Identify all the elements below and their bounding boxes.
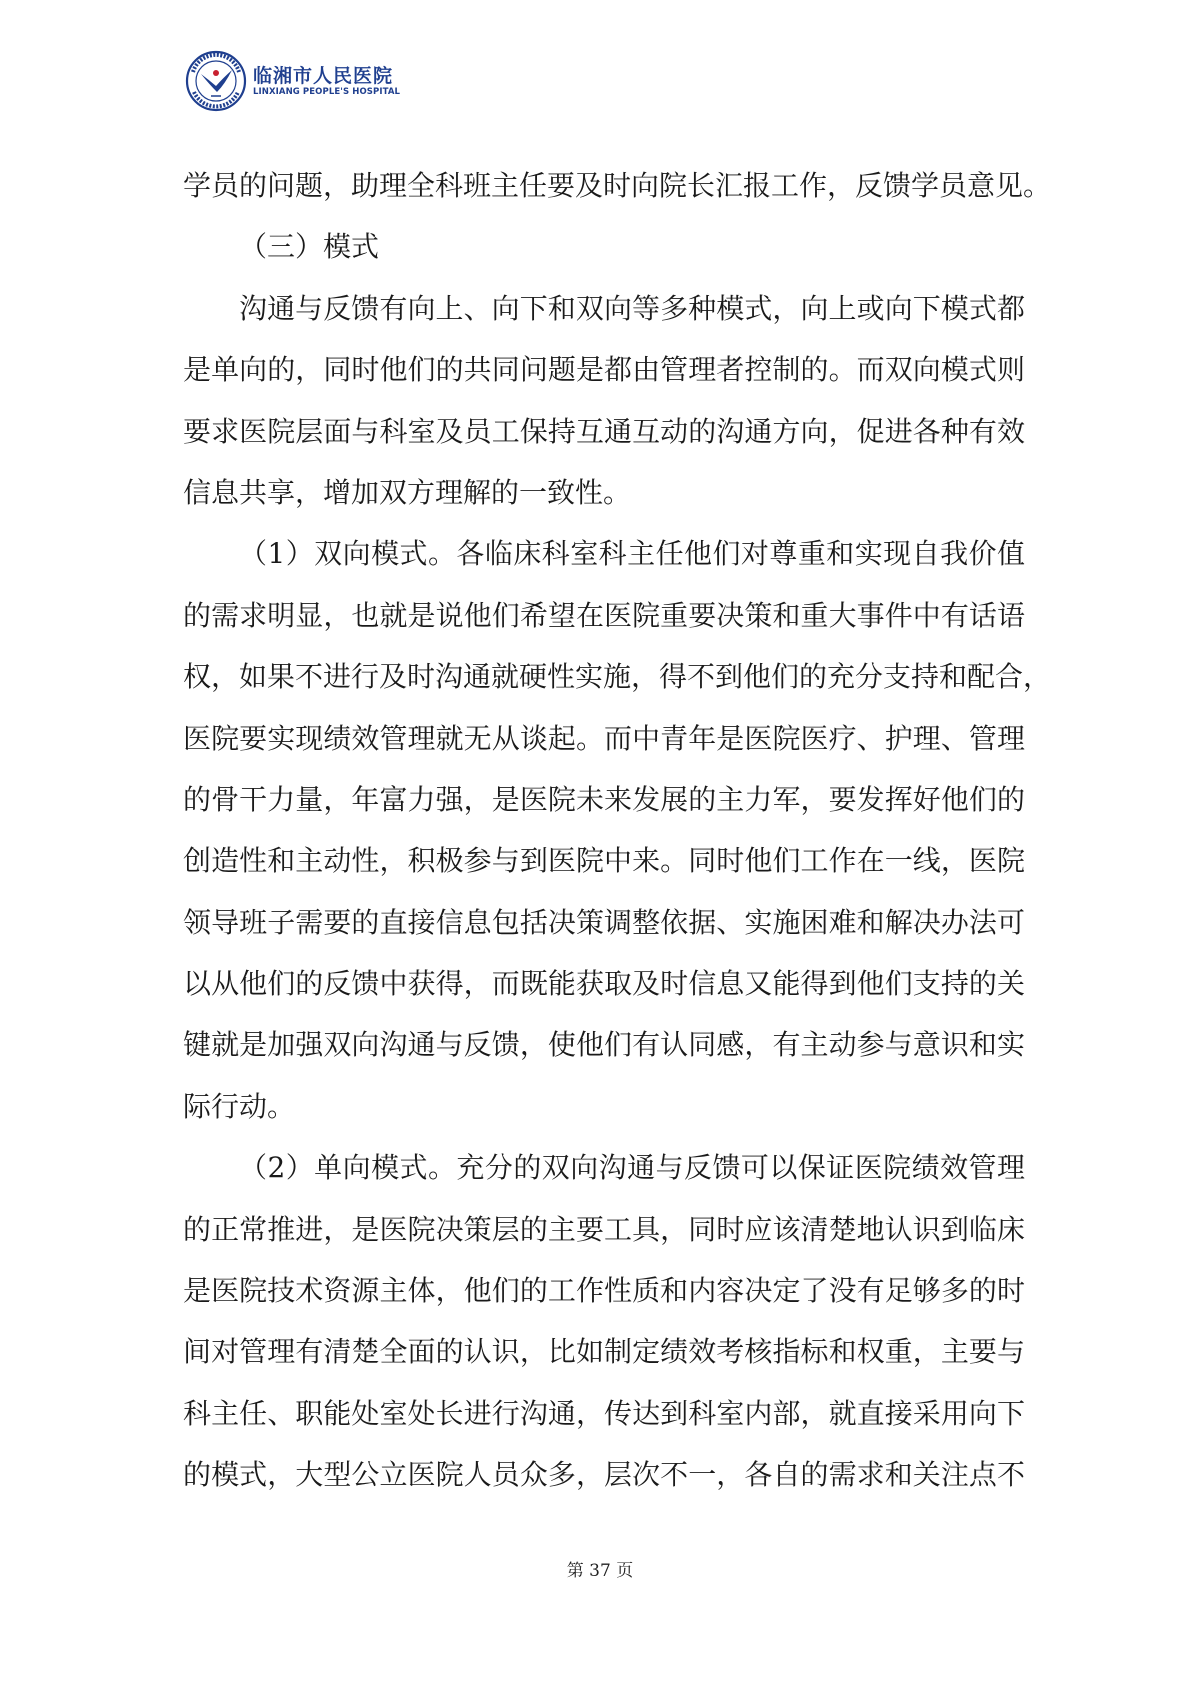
hospital-name-cn: 临湘市人民医院 (253, 64, 394, 87)
text-line: （2）单向模式。充分的双向沟通与反馈可以保证医院绩效管理 (239, 1151, 1025, 1185)
text-line: 是医院技术资源主体，他们的工作性质和内容决定了没有足够多的时 (183, 1274, 1025, 1308)
section-heading: （三）模式 (239, 230, 380, 264)
text-line: （1）双向模式。各临床科室科主任他们对尊重和实现自我价值 (239, 537, 1025, 571)
page-number: 第 37 页 (566, 1561, 634, 1581)
text-line: 的模式，大型公立医院人员众多，层次不一，各自的需求和关注点不 (183, 1458, 1025, 1492)
text-line: 科主任、职能处室处长进行沟通，传达到科室内部，就直接采用向下 (183, 1396, 1025, 1430)
text-line: 是单向的，同时他们的共同问题是都由管理者控制的。而双向模式则 (183, 353, 1025, 387)
text-line: 间对管理有清楚全面的认识，比如制定绩效考核指标和权重，主要与 (183, 1335, 1025, 1369)
text-line: 的骨干力量，年富力强，是医院未来发展的主力军，要发挥好他们的 (183, 782, 1025, 816)
text-line: 以从他们的反馈中获得，而既能获取及时信息又能得到他们支持的关 (183, 967, 1025, 1001)
hospital-logo-text (253, 65, 400, 98)
document-body (183, 155, 1052, 1506)
text-line: 领导班子需要的直接信息包括决策调整依据、实施困难和解决办法可 (183, 905, 1025, 939)
text-line: 创造性和主动性，积极参与到医院中来。同时他们工作在一线，医院 (183, 844, 1025, 878)
text-line: 医院要实现绩效管理就无从谈起。而中青年是医院医疗、护理、管理 (183, 721, 1025, 755)
hospital-emblem-icon (185, 50, 247, 112)
text-line: 信息共享，增加双方理解的一致性。 (183, 475, 632, 509)
text-line: 沟通与反馈有向上、向下和双向等多种模式，向上或向下模式都 (239, 291, 1025, 325)
text-line: 的正常推进，是医院决策层的主要工具，同时应该清楚地认识到临床 (183, 1212, 1025, 1246)
hospital-name-en: LINXIANG PEOPLE'S HOSPITAL (253, 86, 401, 97)
text-line: 键就是加强双向沟通与反馈，使他们有认同感，有主动参与意识和实 (183, 1028, 1025, 1062)
page-header (185, 50, 400, 112)
text-line: 际行动。 (183, 1089, 296, 1123)
text-line: 学员的问题，助理全科班主任要及时向院长汇报工作，反馈学员意见。 (183, 169, 1052, 202)
text-line: 的需求明显，也就是说他们希望在医院重要决策和重大事件中有话语 (183, 598, 1025, 632)
text-line: 要求医院层面与科室及员工保持互通互动的沟通方向，促进各种有效 (183, 414, 1025, 448)
text-line: 权，如果不进行及时沟通就硬性实施，得不到他们的充分支持和配合， (183, 660, 1052, 694)
